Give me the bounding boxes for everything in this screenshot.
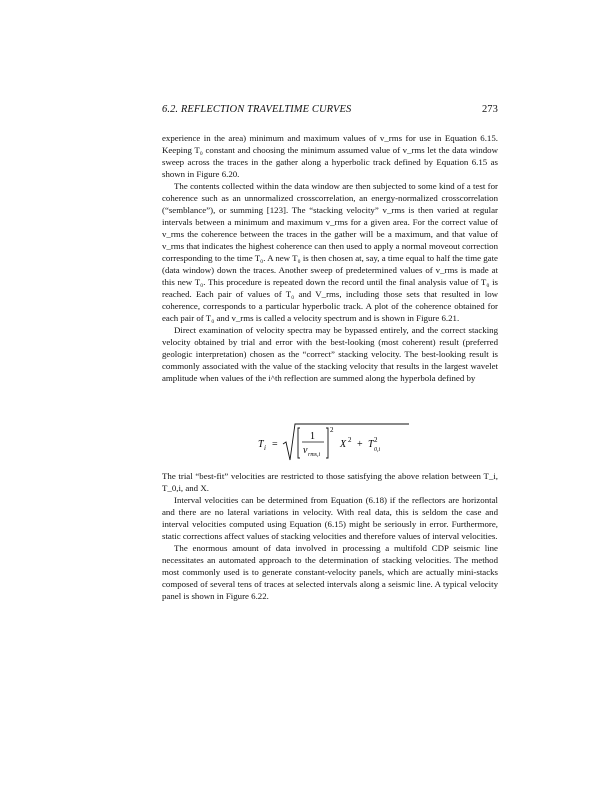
eq-t-term: T (368, 439, 374, 450)
body-text-top (162, 132, 498, 384)
paragraph-4: The trial “best-fit” velocities are restricted to those satisfying the above relation between T_i, T_0,i, and X. (162, 471, 498, 494)
eq-bracket-power: 2 (330, 426, 334, 434)
eq-t-sub: 0,i (374, 447, 381, 453)
eq-denominator: v (303, 445, 308, 456)
paragraph-5: Interval velocities can be determined from Equation (6.18) if the reflectors are horizontal and there are no lateral variations in velocity. With real data, this is seldom the case and interval velocities computed using Equation (6.15) might be seriously in error. Furthermore, static corrections affect values of stacking velocities and therefore values of interval velocities. (162, 495, 498, 542)
eq-x-power: 2 (348, 436, 352, 444)
eq-equals: = (272, 439, 278, 450)
eq-lhs: T (258, 439, 264, 450)
eq-left-bracket (298, 428, 300, 458)
equation-svg (162, 420, 498, 466)
paragraph-3: Direct examination of velocity spectra may be bypassed entirely, and the correct stacking velocity obtained by trial and error with the best-looking (most coherent) result (preferred geologic interpretation) chosen as the “correct” stacking velocity. The best-looking result is commonly associated with the value of the stacking velocity that results in the largest wavelet amplitude when values of the i^th reflection are summed along the hyperbola defined by (162, 325, 498, 384)
eq-t-power: 2 (374, 436, 378, 444)
page-number: 273 (481, 104, 498, 115)
eq-right-bracket (326, 428, 328, 458)
eq-plus: + (357, 439, 363, 450)
paragraph-6: The enormous amount of data involved in processing a multifold CDP seismic line necessitates an automated approach to the determination of stacking velocities. The method most commonly used is to generate constant-velocity panels, which are actually mini-stacks composed of several tens of traces at selected intervals along a seismic line. A typical velocity panel is shown in Figure 6.22. (162, 543, 498, 602)
equation-block (162, 420, 498, 466)
eq-numerator: 1 (310, 431, 315, 442)
paragraph-2: The contents collected within the data window are then subjected to some kind of a test for coherence such as an unnormalized crosscorrelation, an energy-normalized crosscorrelation (“semblance”), or summing [123]. The “stacking velocity” v_rms is then varied at regular intervals between a minimum and maximum v_rms for a given area. For the correct value of v_rms the coherence between the traces in the gather will be a maximum, and that value of v_rms that indicates the highest coherence can then used to apply a normal moveout correction corresponding to the time T₀. A new T₀ is then chosen at, say, a time equal to half the time gate (data window) down the traces. Another sweep of predetermined values of v_rms is made at this new T₀. This procedure is repeated down the record until the final analysis value of T₀ is reached. Each pair of values of T₀ and V_rms, including those sets that resulted in low coherence, corresponds to a particular hyperbolic track. A plot of the coherence obtained for each pair of T₀ and v_rms is called a velocity spectrum and is shown in Figure 6.21. (162, 181, 498, 324)
section-title: 6.2. REFLECTION TRAVELTIME CURVES (162, 104, 352, 115)
eq-x-term: X (340, 439, 347, 450)
eq-denominator-sub: rms,i (308, 452, 321, 458)
body-text-bottom (162, 470, 498, 602)
paragraph-1: experience in the area) minimum and maximum values of v_rms for use in Equation 6.15. Keeping T₀ constant and choosing the minimum assumed value of v_rms let the data window sweep across the traces in the gather along a hyperbolic track defined by Equation 6.15 as shown in Figure 6.20. (162, 133, 498, 180)
running-header (162, 104, 498, 120)
eq-lhs-sub: i (264, 444, 266, 452)
